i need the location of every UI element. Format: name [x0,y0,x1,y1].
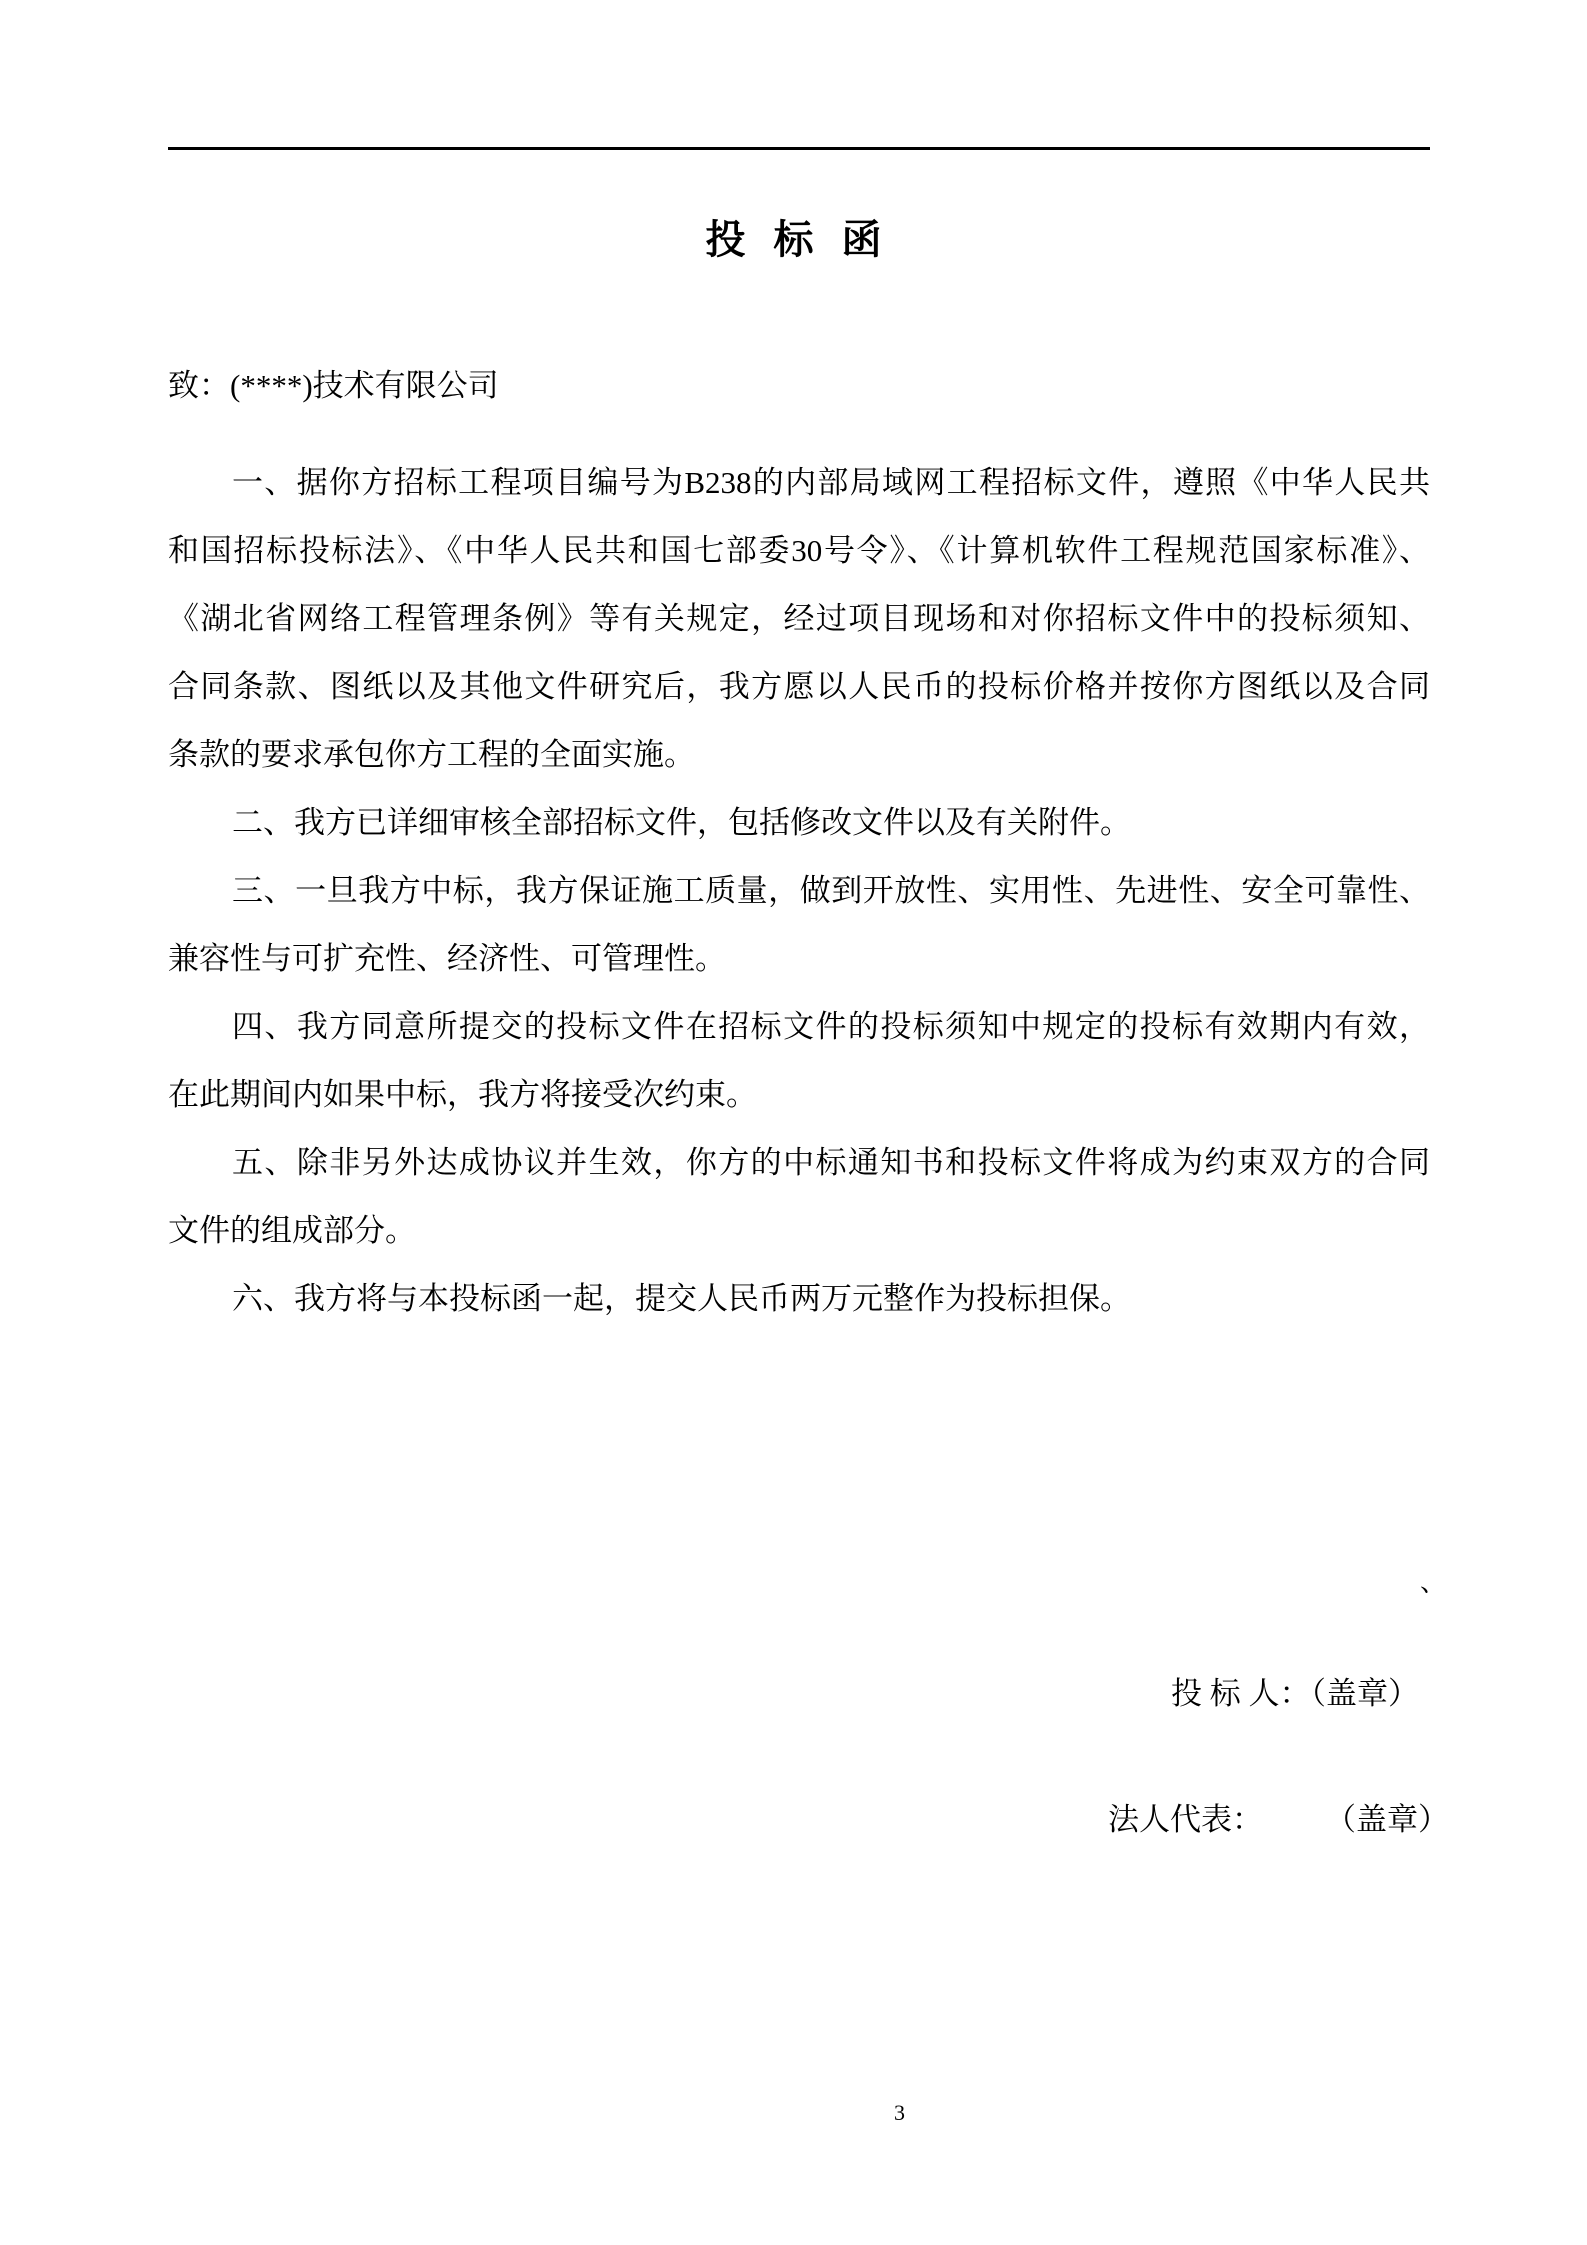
paragraph-line: 四、我方同意所提交的投标文件在招标文件的投标须知中规定的投标有效期内有效， [232,1009,1430,1044]
addressee: 致：(****)技术有限公司 [168,368,499,403]
paragraph [168,857,1430,993]
paragraph-line: 《湖北省网络工程管理条例》等有关规定，经过项目现场和对你招标文件中的投标须知、 [168,601,1430,636]
legal-rep-seal: （盖章） [1325,1802,1449,1837]
paragraph-line: 兼容性与可扩充性、经济性、可管理性。 [168,941,726,976]
legal-rep-label: 法人代表： [1108,1802,1263,1837]
stray-mark: 、 [1420,1568,1447,1597]
paragraph-line: 合同条款、图纸以及其他文件研究后，我方愿以人民币的投标价格并按你方图纸以及合同 [168,669,1430,704]
paragraph-line: 一、据你方招标工程项目编号为B238的内部局域网工程招标文件，遵照《中华人民共 [232,465,1430,500]
bidder-label: 投 标 人： [1171,1676,1311,1711]
paragraph-line: 三、一旦我方中标，我方保证施工质量，做到开放性、实用性、先进性、安全可靠性、 [232,873,1430,908]
bidder-seal: （盖章） [1310,1676,1419,1711]
paragraph-line: 六、我方将与本投标函一起，提交人民币两万元整作为投标担保。 [232,1281,1131,1316]
page-number: 3 [894,2100,905,2125]
document-title: 投标函 [705,217,910,262]
legal-rep-signature [1108,1794,1449,1839]
paragraph-line: 在此期间内如果中标，我方将接受次约束。 [168,1077,757,1112]
paragraph-line: 条款的要求承包你方工程的全面实施。 [168,737,695,772]
paragraph [168,449,1430,789]
header-rule [168,147,1430,150]
letter-body [168,449,1430,1333]
paragraph-line: 五、除非另外达成协议并生效，你方的中标通知书和投标文件将成为约束双方的合同 [232,1145,1430,1180]
paragraph [168,993,1430,1129]
paragraph [168,789,1430,857]
paragraph-line: 二、我方已详细审核全部招标文件，包括修改文件以及有关附件。 [232,805,1131,840]
paragraph-line: 和国招标投标法》、《中华人民共和国七部委30号令》、《计算机软件工程规范国家标准》、 [168,533,1430,568]
paragraph [168,1265,1430,1333]
bidder-signature [1171,1668,1419,1713]
paragraph-line: 文件的组成部分。 [168,1213,416,1248]
paragraph [168,1129,1430,1265]
